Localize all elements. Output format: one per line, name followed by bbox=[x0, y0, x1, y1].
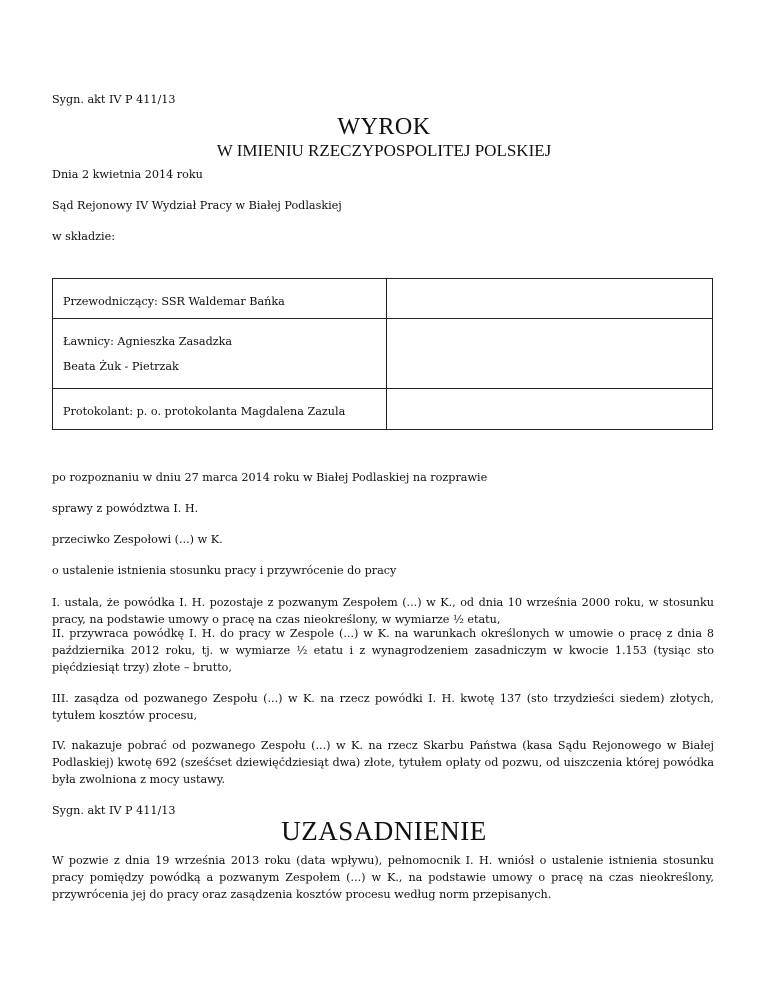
date-line: Dnia 2 kwietnia 2014 roku bbox=[52, 168, 203, 181]
lay-judges-cell bbox=[53, 319, 387, 389]
ruling-4: IV. nakazuje pobrać od pozwanego Zespołu (...) w K. na rzecz Skarbu Państwa (kasa Sądu Rejonowego w Białej Podlaskiej) kwotę 692 (sześćset dziewięćdziesiąt dwa) złote, tytułem opłaty od pozwu, od uiszczenia której powódka była zwolniona z mocy ustawy. bbox=[52, 739, 714, 786]
hearing-line: po rozpoznaniu w dniu 27 marca 2014 roku w Białej Podlaskiej na rozprawie bbox=[52, 471, 488, 484]
subject-line: o ustalenie istnienia stosunku pracy i przywrócenie do pracy bbox=[52, 564, 397, 577]
verdict-subtitle: W IMIENIU RZECZYPOSPOLITEJ POLSKIEJ bbox=[216, 141, 552, 160]
signature-cell bbox=[387, 279, 713, 319]
ruling-1: I. ustala, że powódka I. H. pozostaje z pozwanym Zespołem (...) w K., od dnia 10 września 2000 roku, w stosunku pracy, na podstawie umowy o pracę na czas nieokreślony, w wymiarze ½ etatu, bbox=[52, 596, 714, 626]
case-reference-bottom: Sygn. akt IV P 411/13 bbox=[52, 804, 176, 817]
chair-text: Przewodniczący: SSR Waldemar Bańka bbox=[63, 295, 285, 308]
justification-title: UZASADNIENIE bbox=[281, 816, 487, 846]
claim-line: sprawy z powództwa I. H. bbox=[52, 502, 199, 515]
signature-cell bbox=[387, 389, 713, 430]
chair-cell bbox=[53, 279, 387, 319]
composition-label: w składzie: bbox=[52, 230, 115, 243]
composition-table bbox=[52, 278, 713, 430]
verdict-title: WYROK bbox=[337, 114, 431, 140]
lay-judges-line2: Beata Żuk - Pietrzak bbox=[63, 360, 179, 373]
case-reference: Sygn. akt IV P 411/13 bbox=[52, 93, 176, 106]
signature-cell bbox=[387, 319, 713, 389]
lay-judges-line1: Ławnicy: Agnieszka Zasadzka bbox=[63, 335, 233, 348]
against-line: przeciwko Zespołowi (...) w K. bbox=[52, 533, 223, 546]
ruling-3: III. zasądza od pozwanego Zespołu (...) w K. na rzecz powódki I. H. kwotę 137 (sto trzydzieści siedem) złotych, tytułem kosztów procesu, bbox=[52, 692, 714, 722]
court-line: Sąd Rejonowy IV Wydział Pracy w Białej Podlaskiej bbox=[52, 199, 342, 212]
justification-paragraph: W pozwie z dnia 19 września 2013 roku (data wpływu), pełnomocnik I. H. wniósł o ustalenie istnienia stosunku pracy pomiędzy powódką a pozwanym Zespołem (...) w K., na podstawie umowy o pracę na czas nieokreślony, przywrócenia jej do pracy oraz zasądzenia kosztów procesu według norm przepisanych. bbox=[52, 854, 714, 901]
clerk-cell bbox=[53, 389, 387, 430]
clerk-text: Protokolant: p. o. protokolanta Magdalena Zazula bbox=[63, 405, 346, 418]
ruling-2: II. przywraca powódkę I. H. do pracy w Zespole (...) w K. na warunkach określonych w umowie o pracę z dnia 8 października 2012 roku, tj. w wymiarze ½ etatu i z wynagrodzeniem zasadniczym w kwocie 1.153 (tysiąc sto pięćdziesiąt trzy) złote – brutto, bbox=[52, 627, 714, 674]
